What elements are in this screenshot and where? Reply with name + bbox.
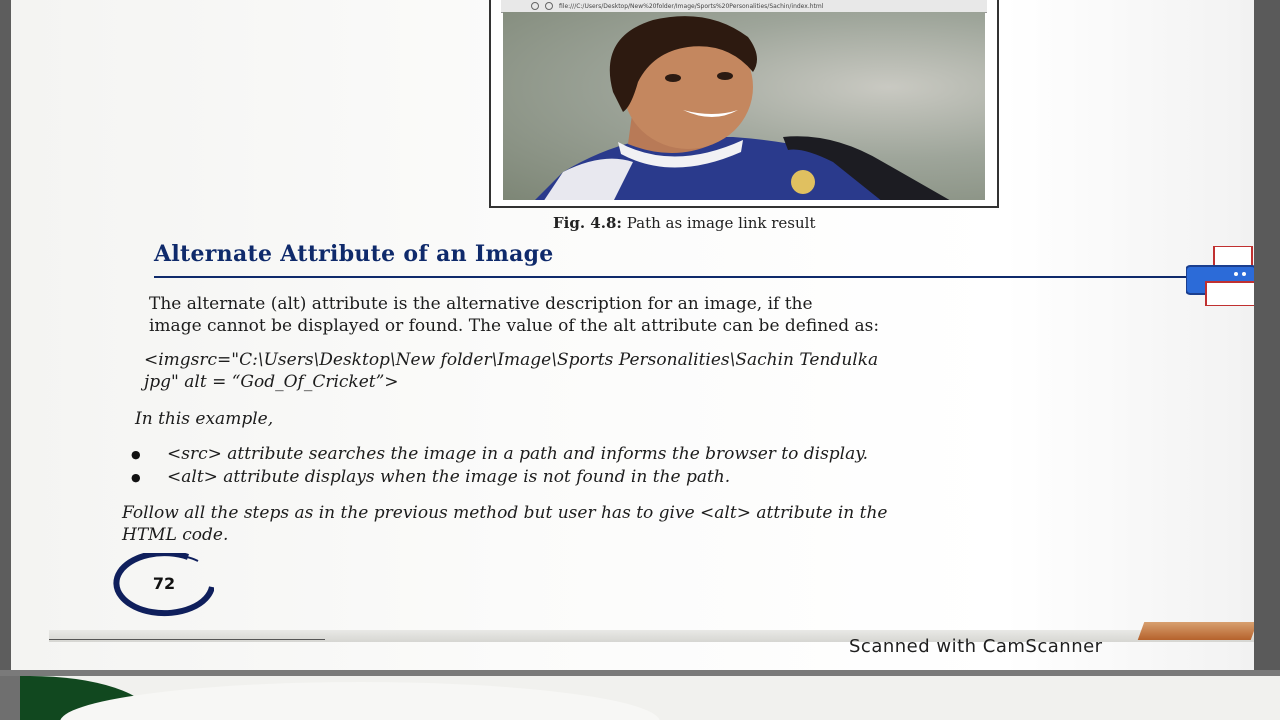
intro-paragraph <box>149 293 879 337</box>
code-line-1: <imgsrc="C:\Users\Desktop\New folder\Image\Sports Personalities\Sachin Tendulka <box>144 350 879 370</box>
figure-caption <box>553 214 816 232</box>
figure-screenshot <box>489 0 999 208</box>
code-line-2: jpg" alt = “God_Of_Cricket”> <box>144 372 399 392</box>
next-page-curve <box>60 682 660 720</box>
camscanner-watermark: Scanned with CamScanner <box>849 636 1103 657</box>
back-icon <box>531 2 539 10</box>
refresh-icon <box>545 2 553 10</box>
footer-rule <box>49 639 325 640</box>
outro-paragraph <box>122 502 887 546</box>
scanned-page <box>11 0 1254 670</box>
outro-line-1: Follow all the steps as in the previous method but user has to give <alt> attribute in the <box>122 503 888 523</box>
section-heading: Alternate Attribute of an Image <box>154 241 554 267</box>
figure-caption-text: Path as image link result <box>626 214 816 232</box>
intro-line-2: image cannot be displayed or found. The value of the alt attribute can be defined as: <box>149 316 880 336</box>
intro-line-1: The alternate (alt) attribute is the alternative description for an image, if the <box>149 294 813 314</box>
page-corner-decoration <box>1138 622 1254 640</box>
list-item: ● <alt> attribute displays when the image is not found in the path. <box>131 466 868 489</box>
cricketer-photo <box>503 12 985 200</box>
page-number: 72 <box>152 574 176 593</box>
cricketer-photo-illustration <box>503 12 985 200</box>
figure-caption-label: Fig. 4.8: <box>553 214 622 232</box>
scan-right-border <box>1254 0 1280 670</box>
address-text: file:///C:/Users/Desktop/New%20folder/Image/Sports%20Personalities/Sachin/index.html <box>559 2 824 10</box>
bullet-list <box>131 443 868 489</box>
printer-icon <box>1186 246 1254 306</box>
outro-line-2: HTML code. <box>122 525 229 545</box>
list-item: ● <src> attribute searches the image in a path and informs the browser to display. <box>131 443 868 466</box>
next-scanned-page <box>20 676 1280 720</box>
heading-underline <box>154 276 1189 278</box>
scan-left-border <box>0 0 11 670</box>
code-example <box>144 349 878 393</box>
example-intro: In this example, <box>135 409 274 429</box>
